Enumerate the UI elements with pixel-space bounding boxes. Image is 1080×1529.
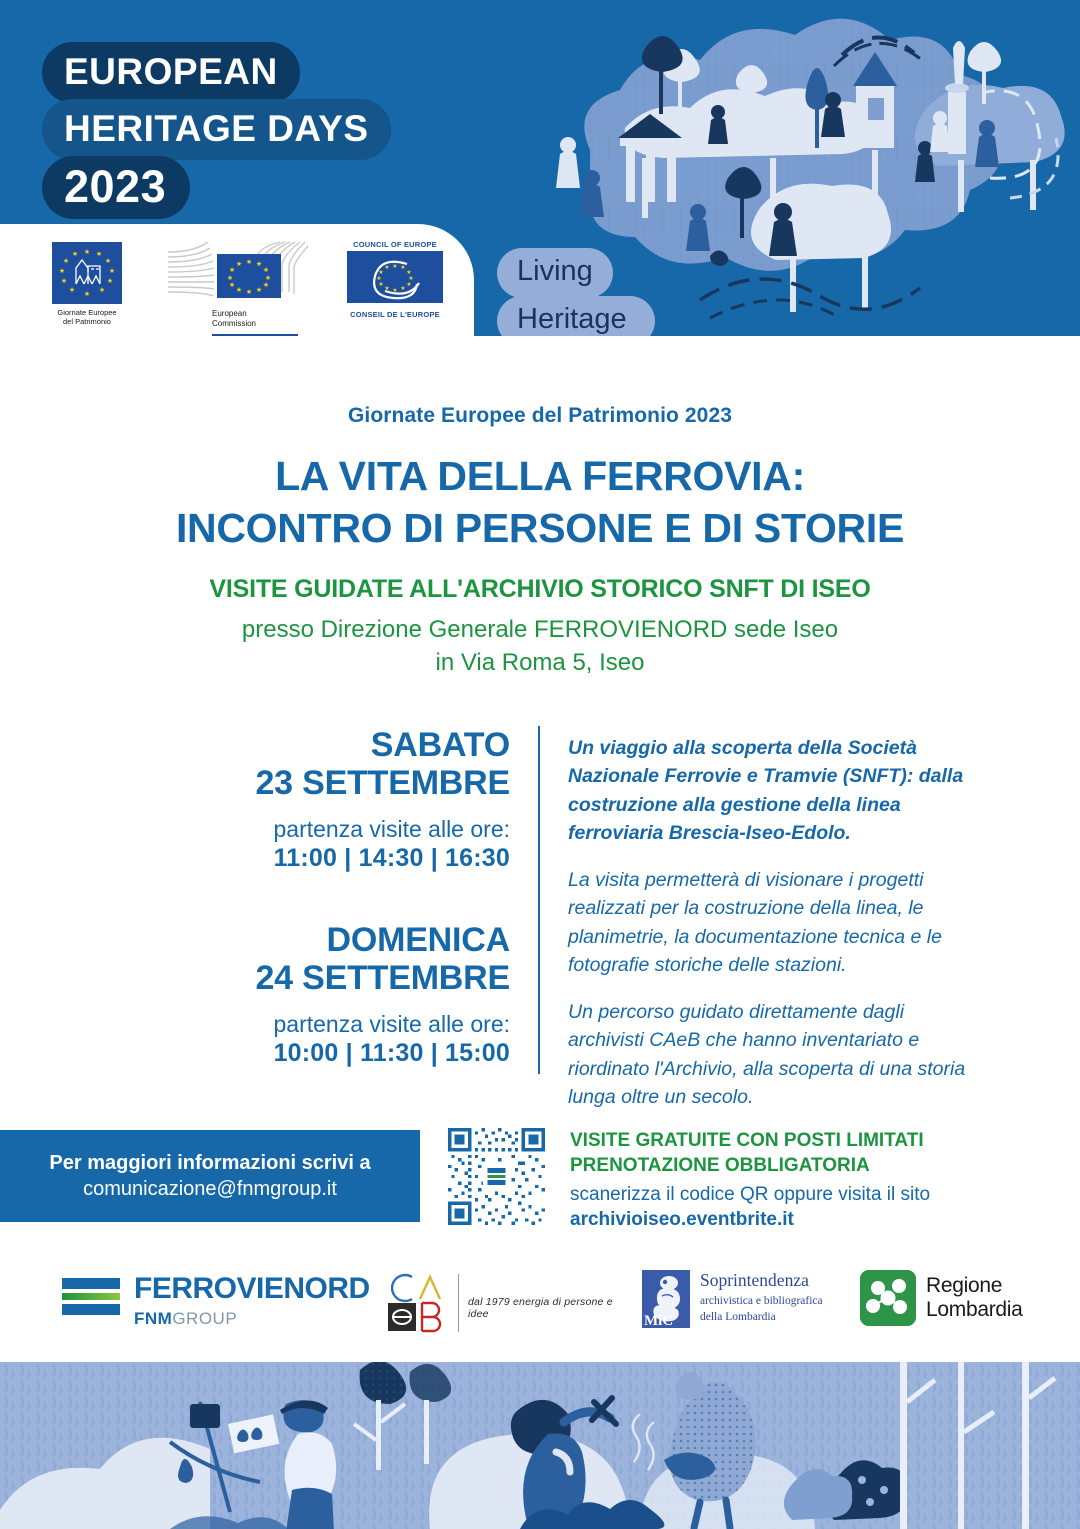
soprintendenza-subtitle (700, 1294, 823, 1325)
booking-headline-2: PRENOTAZIONE OBBLIGATORIA (570, 1155, 870, 1177)
day-2-date: 24 SETTEMBRE (255, 959, 510, 998)
rose-camuna-glyph (860, 1270, 916, 1326)
regione-line-2: Lombardia (926, 1297, 1023, 1321)
page-title-line-2: INCONTRO DI PERSONE E DI STORIE (175, 505, 905, 552)
day-1-times: 11:00 | 14:30 | 16:30 (273, 844, 510, 873)
gep-monument-icon (52, 242, 122, 304)
details-section (0, 726, 1080, 1108)
rose-camuna-icon (860, 1270, 916, 1326)
coe-caption-top: COUNCIL OF EUROPE (353, 240, 437, 249)
svg-text:★: ★ (392, 288, 398, 294)
poster-header (0, 0, 1080, 336)
soprintendenza-title: Soprintendenza (700, 1270, 809, 1290)
svg-text:★: ★ (400, 286, 406, 292)
svg-text:MiC: MiC (644, 1313, 674, 1328)
ec-emblem-icon (168, 240, 308, 302)
svg-text:★: ★ (262, 267, 270, 274)
svg-text:★: ★ (58, 268, 66, 275)
svg-text:★: ★ (378, 282, 384, 288)
description-column (568, 734, 968, 1130)
svg-text:★: ★ (255, 287, 263, 294)
ferrovienord-logo (62, 1272, 370, 1328)
description-paragraph-1: Un viaggio alla scoperta della Società Nazionale Ferrovie e Tramvie (SNFT): dalla costruzione alla gestione della linea ferroviaria Brescia-Iseo-Edolo. (568, 737, 964, 844)
svg-text:★: ★ (226, 275, 234, 282)
caeb-mark-icon (386, 1272, 454, 1334)
svg-text:★: ★ (235, 261, 243, 268)
svg-text:★: ★ (228, 282, 236, 289)
ferrovienord-bars-icon (62, 1278, 120, 1319)
svg-text:★: ★ (71, 251, 79, 258)
svg-text:★: ★ (104, 258, 112, 265)
gep-caption-2: del Patrimonio (63, 317, 111, 327)
institutional-logos (0, 224, 474, 336)
fnm-bold: FNM (134, 1309, 173, 1328)
venue-line-2: in Via Roma 5, Iseo (435, 649, 645, 677)
fn-bar-1 (62, 1278, 120, 1289)
schedule-day-2 (160, 921, 510, 1068)
mic-mark-icon (642, 1270, 690, 1328)
svg-text:★: ★ (245, 259, 253, 266)
svg-text:★: ★ (264, 275, 272, 282)
coe-caption-bottom: CONSEIL DE L'EUROPE (350, 310, 440, 319)
fn-bar-3 (62, 1304, 120, 1315)
coe-emblem-icon (347, 251, 443, 303)
svg-text:★: ★ (68, 287, 76, 294)
svg-text:★: ★ (376, 276, 382, 282)
living-heritage-line-1: Living (497, 248, 613, 298)
booking-instruction: scanerizza il codice QR oppure visita il sito (570, 1184, 931, 1206)
ec-caption-1: European (212, 309, 247, 318)
living-heritage-line-2: Heritage (497, 296, 655, 336)
venue-line-1: presso Direzione Generale FERROVIENORD sede Iseo (241, 615, 839, 643)
svg-text:★: ★ (262, 282, 270, 289)
edh-line-2: HERITAGE DAYS (42, 99, 391, 160)
svg-text:★: ★ (245, 289, 253, 296)
gep-flag-icon (52, 242, 122, 304)
day-2-name: DOMENICA (326, 921, 510, 960)
page-title (0, 450, 1080, 555)
qr-code[interactable] (448, 1128, 545, 1225)
svg-text:★: ★ (228, 267, 236, 274)
svg-text:★: ★ (83, 249, 91, 256)
svg-text:★: ★ (95, 251, 103, 258)
svg-text:★: ★ (108, 268, 116, 275)
contact-box (0, 1130, 420, 1222)
svg-text:★: ★ (384, 286, 390, 292)
caeb-tagline: dal 1979 energia di persone e idee (468, 1296, 613, 1320)
svg-text:★: ★ (62, 258, 70, 265)
svg-text:★: ★ (83, 291, 91, 298)
svg-text:★: ★ (98, 287, 106, 294)
description-paragraph-2: La visita permetterà di visionare i progetti realizzati per la costruzione della linea, le planimetrie, la documentazione tecnica e le fotografie storiche delle stazioni. (568, 869, 942, 976)
booking-website-link[interactable]: archivioiseo.eventbrite.it (570, 1209, 794, 1231)
svg-text:★: ★ (384, 265, 390, 271)
soprintendenza-sub-2: della Lombardia (700, 1310, 776, 1323)
svg-text:★: ★ (60, 278, 68, 285)
svg-text:★: ★ (406, 282, 412, 288)
svg-text:★: ★ (400, 265, 406, 271)
contact-title: Per maggiori informazioni scrivi a (49, 1151, 371, 1174)
gep-caption (52, 308, 122, 327)
living-heritage-badge (497, 248, 655, 336)
regione-line-1: Regione (926, 1274, 1003, 1297)
title-block (0, 404, 1080, 679)
partner-logos (0, 1262, 1080, 1352)
booking-headline-1: VISITE GRATUITE CON POSTI LIMITATI (570, 1130, 924, 1151)
footer-illustration (0, 1362, 1080, 1529)
svg-text:★: ★ (408, 276, 414, 282)
gep-logo (52, 242, 122, 327)
svg-text:★: ★ (406, 270, 412, 276)
group-light: GROUP (172, 1309, 238, 1328)
edh-line-3: 2023 (42, 156, 190, 219)
day-2-times-label: partenza visite alle ore: (273, 1011, 510, 1038)
ec-underline (212, 334, 298, 336)
european-commission-logo (168, 240, 308, 336)
european-heritage-days-logo (42, 42, 442, 219)
soprintendenza-sub-1: archivistica e bibliografica (700, 1295, 823, 1307)
svg-text:★: ★ (378, 270, 384, 276)
qr-code-image[interactable] (448, 1128, 545, 1225)
schedule-column (160, 726, 510, 1068)
schedule-day-1 (160, 726, 510, 873)
venue-info (0, 613, 1080, 679)
caeb-divider (458, 1274, 459, 1332)
edh-line-1: EUROPEAN (42, 42, 300, 103)
ec-caption-2: Commission (212, 319, 257, 329)
day-1-name: SABATO (370, 726, 510, 764)
column-divider (538, 726, 540, 1074)
page-subtitle: VISITE GUIDATE ALL'ARCHIVIO STORICO SNFT DI ISEO (209, 574, 871, 603)
day-1-date: 23 SETTEMBRE (255, 764, 510, 803)
ferrovienord-subtitle (134, 1310, 362, 1327)
day-1-times-label: partenza visite alle ore: (273, 816, 510, 843)
page-title-line-1: LA VITA DELLA FERROVIA: (275, 453, 805, 499)
svg-text:★: ★ (235, 287, 243, 294)
svg-text:★: ★ (392, 264, 398, 270)
council-of-europe-logo (345, 240, 445, 319)
fn-bar-green (62, 1293, 120, 1300)
footer-illustration-art (0, 1362, 1080, 1529)
description-paragraph-3: Un percorso guidato direttamente dagli archivisti CAeB che hanno inventariato e riordinato l'Archivio, alla scoperta di una storia lunga oltre un secolo. (568, 1001, 966, 1108)
svg-text:★: ★ (255, 261, 263, 268)
event-kicker: Giornate Europee del Patrimonio 2023 (347, 404, 733, 427)
ferrovienord-name: FERROVIENORD (134, 1272, 370, 1305)
contact-email[interactable]: comunicazione@fnmgroup.it (83, 1177, 337, 1200)
ec-caption (212, 309, 308, 330)
day-2-times: 10:00 | 11:30 | 15:00 (273, 1039, 510, 1068)
mic-figure-icon (642, 1270, 690, 1328)
booking-info (570, 1128, 1040, 1231)
svg-text:★: ★ (106, 278, 114, 285)
gep-caption-1: Giornate Europee (57, 308, 117, 317)
regione-lombardia-text (926, 1274, 1023, 1321)
